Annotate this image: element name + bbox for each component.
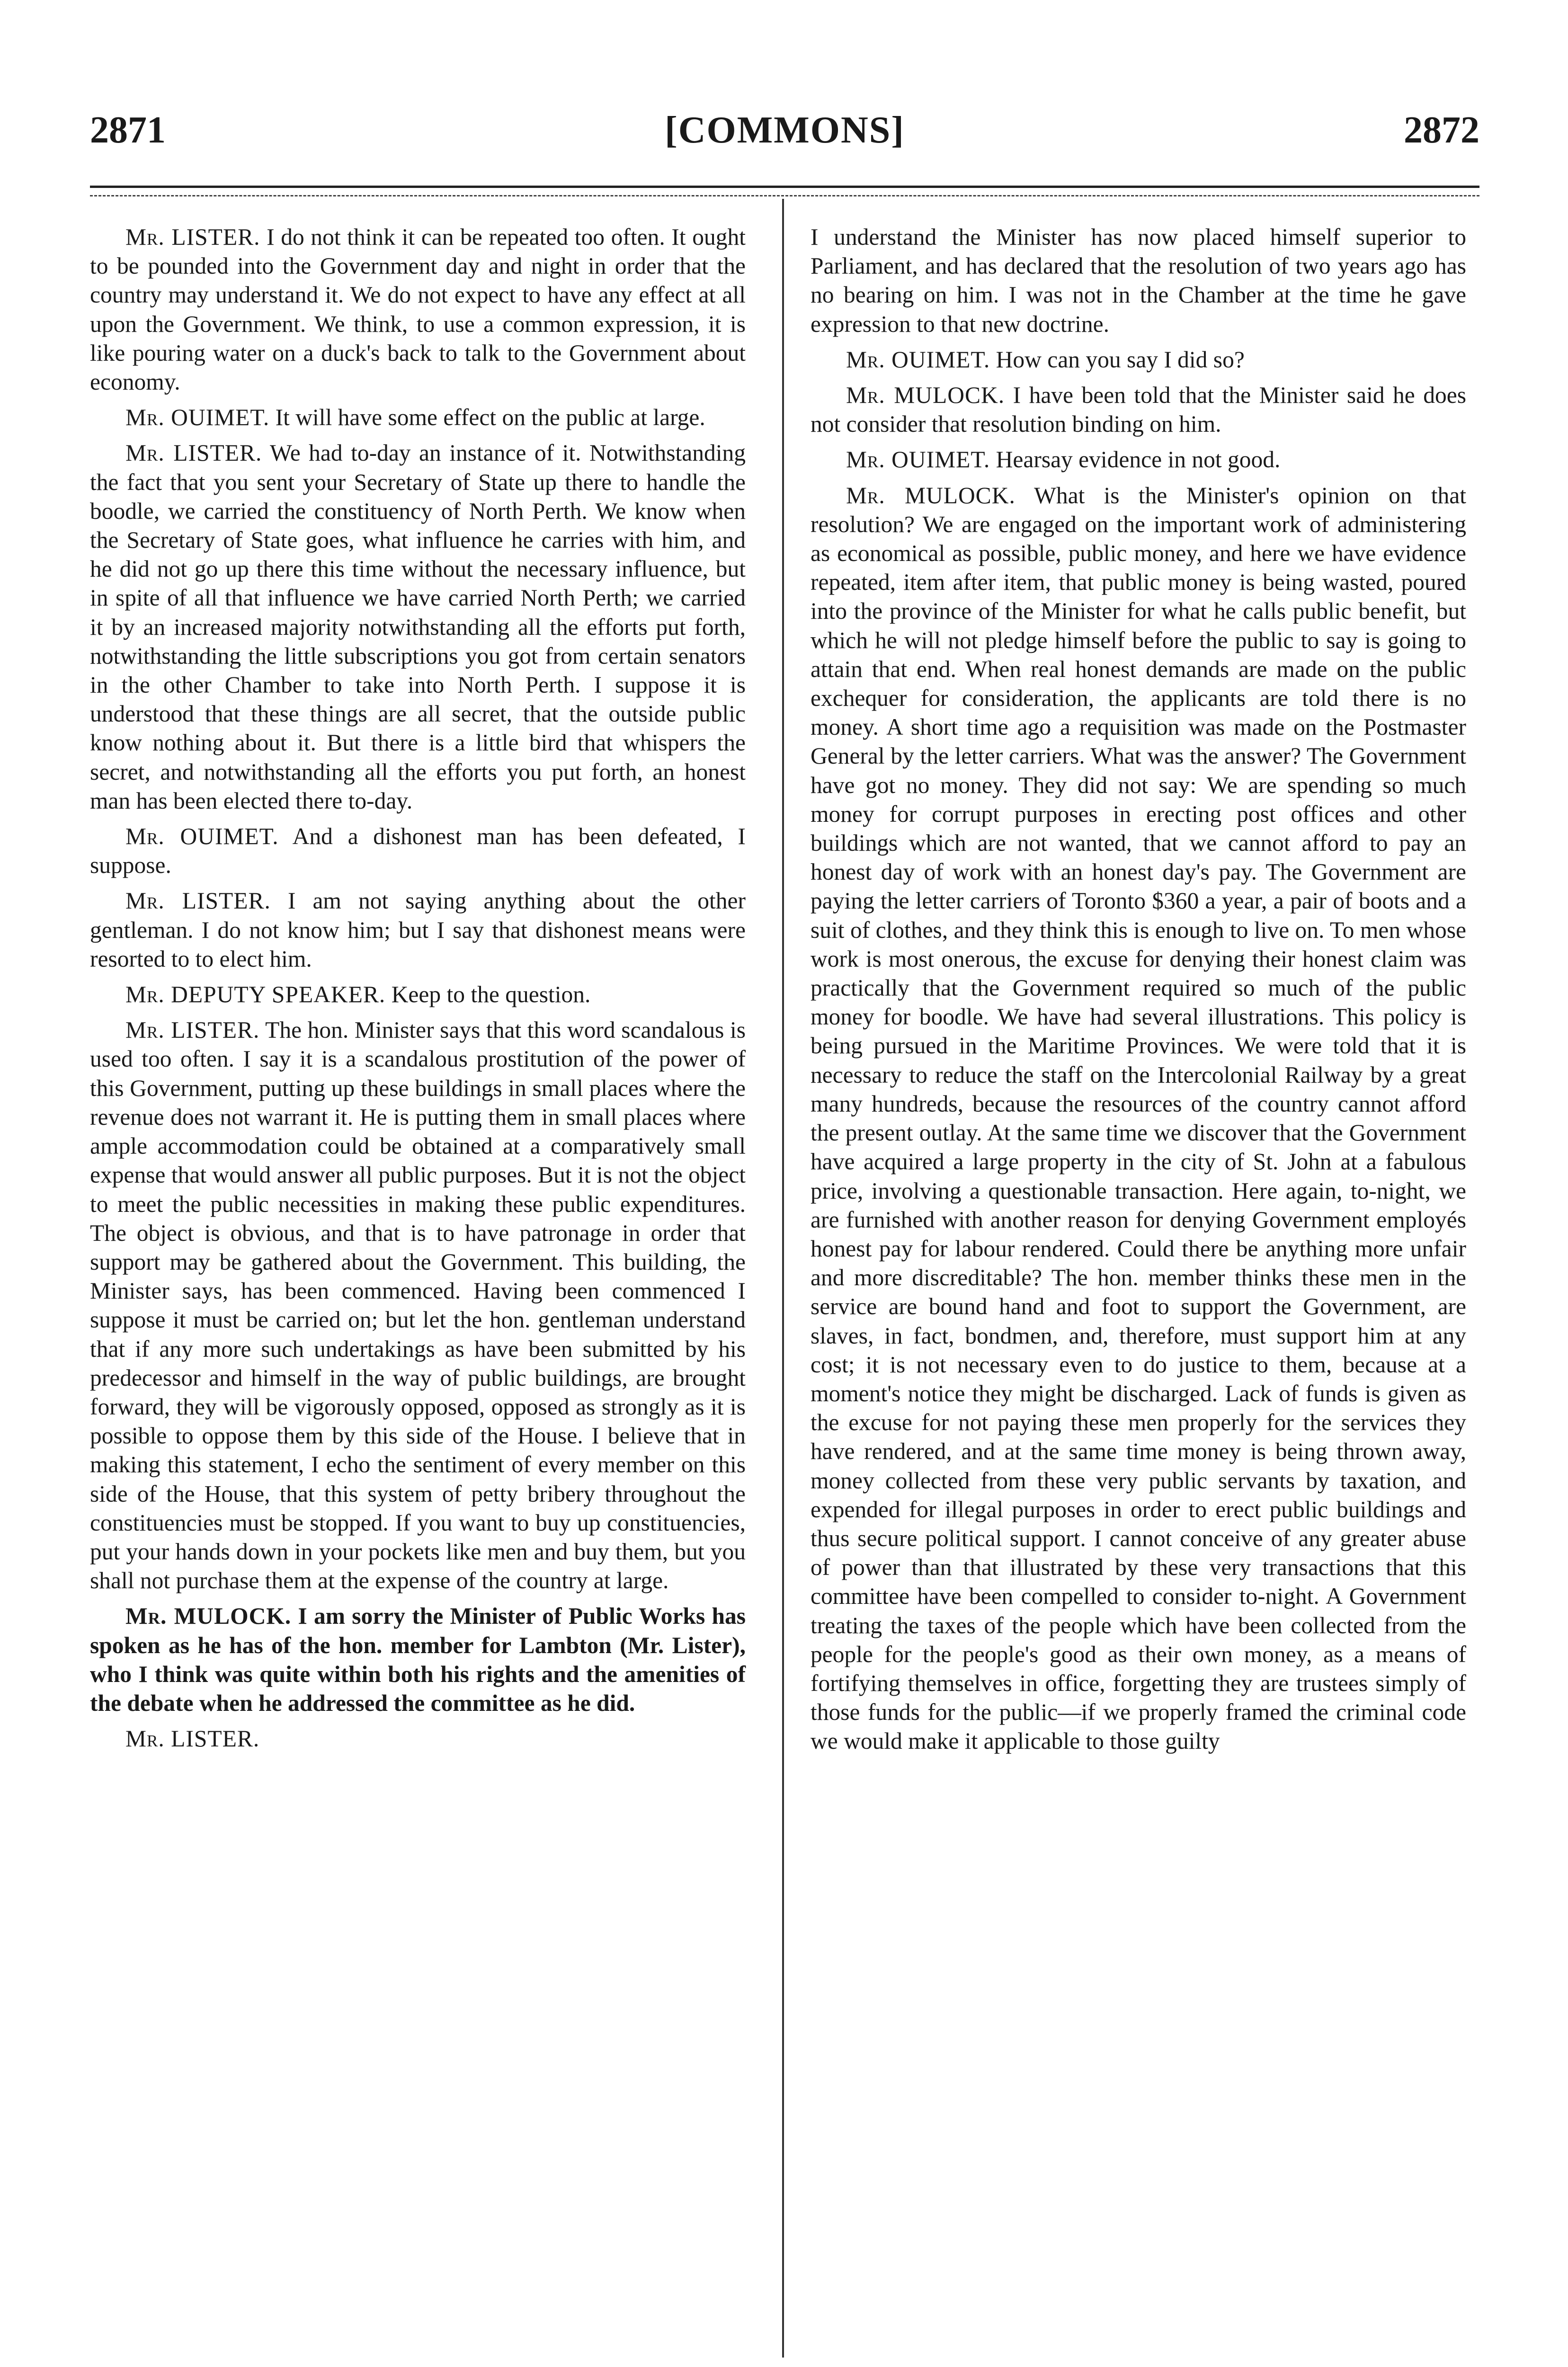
speech-paragraph <box>90 886 746 973</box>
speech-text: I do not think it can be repeated too often. It ought to be pounded into the Government day and night in order that the country may understand it. We do not expect to have any effect at all upon the Government. We think, to use a common expression, it is like pouring water on a duck's back to talk to the Government about economy. <box>90 224 746 395</box>
right-column <box>811 222 1466 1762</box>
speech-paragraph <box>811 445 1466 474</box>
speaker-name: Mr. OUIMET. <box>846 446 990 473</box>
left-page-number: 2871 <box>90 109 166 151</box>
right-page-number: 2872 <box>1404 109 1479 151</box>
speaker-name: Mr. LISTER. <box>125 224 260 250</box>
speaker-name: Mr. DEPUTY SPEAKER. <box>125 981 386 1008</box>
catchword <box>90 1724 746 1753</box>
speech-text: And a dishonest man has been defeated, I suppose. <box>90 823 746 879</box>
header-dashed-rule <box>90 195 1479 196</box>
speaker-name: Mr. LISTER. <box>125 1017 260 1043</box>
speaker-name: Mr. OUIMET. <box>125 404 270 431</box>
speech-paragraph <box>90 980 746 1009</box>
speech-paragraph <box>90 222 746 396</box>
speaker-name: Mr. MULOCK. <box>846 482 1016 508</box>
page-title: [COMMONS] <box>665 109 905 151</box>
speech-text: I am sorry the Minister of Public Works has spoken as he has of the hon. member for Lambton (Mr. Lister), who I think was quite within both his rights and the amenities of the debate when he addressed the committee as he did. <box>90 1603 746 1716</box>
speech-text: The hon. Minister says that this word scandalous is used too often. I say it is a scandalous prostitution of the power of this Government, putting up these buildings in small places where the revenue does not warrant it. He is putting them in small places where ample accommodation could be obtained at a comparatively small expense that would answer all public purposes. But it is not the object to meet the public necessities in making these public expenditures. The object is obvious, and that is to have patronage in order that support may be gathered about the Government. This building, the Minister says, has been commenced. Having been commenced I suppose it must be carried on; but let the hon. gentleman understand that if any more such undertakings as have been submitted by his predecessor and himself in the way of public buildings, are brought forward, they will be vigorously opposed, opposed as strongly as it is possible to oppose them by this side of the House. I believe that in making this statement, I echo the sentiment of every member on this side of the House, that this system of petty bribery throughout the constituencies must be stopped. If you want to buy up constituencies, put your hands down in your pockets like men and buy them, but you shall not purchase them at the expense of the country at large. <box>90 1017 746 1594</box>
speech-paragraph <box>811 381 1466 438</box>
speech-text: Keep to the question. <box>391 981 591 1008</box>
speech-text: Hearsay evidence in not good. <box>996 446 1281 473</box>
column-divider <box>782 199 784 2358</box>
left-column <box>90 222 746 1760</box>
speech-paragraph <box>811 345 1466 374</box>
speech-text: What is the Minister's opinion on that resolution? We are engaged on the important work of administering as economical as possible, public money, and here we have evidence repeated, item after item, that public money is being wasted, poured into the province of the Minister for what he calls public benefit, but which he will not pledge himself before the public to say is going to attain that end. When real honest demands are made on the public exchequer for consideration, the applicants are told there is no money. A short time ago a requisition was made on the Postmaster General by the letter carriers. What was the answer? The Government have got no money. They did not say: We are spending so much money for corrupt purposes in erecting post offices and other buildings which are not wanted, that we cannot afford to pay an honest day of work with an honest day's pay. The Government are paying the letter carriers of Toronto $360 a year, a pair of boots and a suit of clothes, and they think this is enough to live on. To men whose work is most onerous, the excuse for denying their honest claim was practically that the Government required so much of the public money for boodle. We have had several illustrations. This policy is being pursued in the Maritime Provinces. We were told that it is necessary to reduce the staff on the Intercolonial Railway by a great many hundreds, because the resources of the country cannot afford the present outlay. At the same time we discover that the Government have acquired a large property in the city of St. John at a fabulous price, involving a questionable transaction. Here again, to-night, we are furnished with another reason for denying Government employés honest pay for labour rendered. Could there be anything more unfair and more discreditable? The hon. member thinks these men in the service are bound hand and foot to support the Government, are slaves, in fact, bondmen, and, therefore, must support him at any cost; it is not necessary even to do justice to them, because at a moment's notice they might be discharged. Lack of funds is given as the excuse for not paying these men properly for the services they have rendered, and at the same time money is being thrown away, money collected from these very public servants by taxation, and expended for illegal purposes in order to erect public buildings and thus secure political support. I cannot conceive of any greater abuse of power than that illustrated by these very transactions that this committee have been compelled to consider to-night. A Government treating the taxes of the people which have been collected from the people for the people's good as their own money, as a means of fortifying themselves in office, forgetting they are trustees simply of those funds for the public—if we properly framed the criminal code we would make it applicable to those guilty <box>811 482 1466 1754</box>
speech-paragraph <box>90 438 746 815</box>
speech-paragraph <box>811 481 1466 1756</box>
speech-text: We had to-day an instance of it. Notwithstanding the fact that you sent your Secretary of State up there to handle the boodle, we carried the constituency of North Perth. We know when the Secretary of State goes, what influence he carries with him, and he did not go up there this time without the necessary influence, but in spite of all that influence we have carried North Perth; we carried it by an increased majority notwithstanding all the efforts put forth, notwithstanding the little subscriptions you got from certain senators in the other Chamber to take into North Perth. I suppose it is understood that these things are all secret, that the outside public know nothing about it. But there is a little bird that whispers the secret, and notwithstanding all the efforts you put forth, an honest man has been elected there to-day. <box>90 440 746 814</box>
speaker-name: Mr. OUIMET. <box>125 823 279 850</box>
speech-text: I have been told that the Minister said he does not consider that resolution binding on him. <box>811 382 1466 437</box>
speech-text: I understand the Minister has now placed himself superior to Parliament, and has declared that the resolution of two years ago has no bearing on him. I was not in the Chamber at the time he gave expression to that new doctrine. <box>811 224 1466 337</box>
speech-text: I am not saying anything about the other gentleman. I do not know him; but I say that dishonest means were resorted to to elect him. <box>90 888 746 972</box>
speech-paragraph <box>90 1602 746 1717</box>
speech-text: It will have some effect on the public at large. <box>275 404 705 431</box>
speaker-name: Mr. LISTER. <box>125 440 262 466</box>
speaker-name: Mr. MULOCK. <box>846 382 1005 409</box>
speech-paragraph <box>90 822 746 880</box>
catchword-text: Mr. LISTER. <box>125 1726 260 1752</box>
speech-paragraph <box>90 1015 746 1595</box>
speech-paragraph <box>811 222 1466 338</box>
speech-text: How can you say I did so? <box>996 346 1245 373</box>
speaker-name: Mr. MULOCK. <box>125 1603 292 1629</box>
page-header <box>90 109 1479 161</box>
speaker-name: Mr. OUIMET. <box>846 346 990 373</box>
speaker-name: Mr. LISTER. <box>125 888 271 914</box>
speech-paragraph <box>90 403 746 432</box>
header-rule <box>90 186 1479 188</box>
